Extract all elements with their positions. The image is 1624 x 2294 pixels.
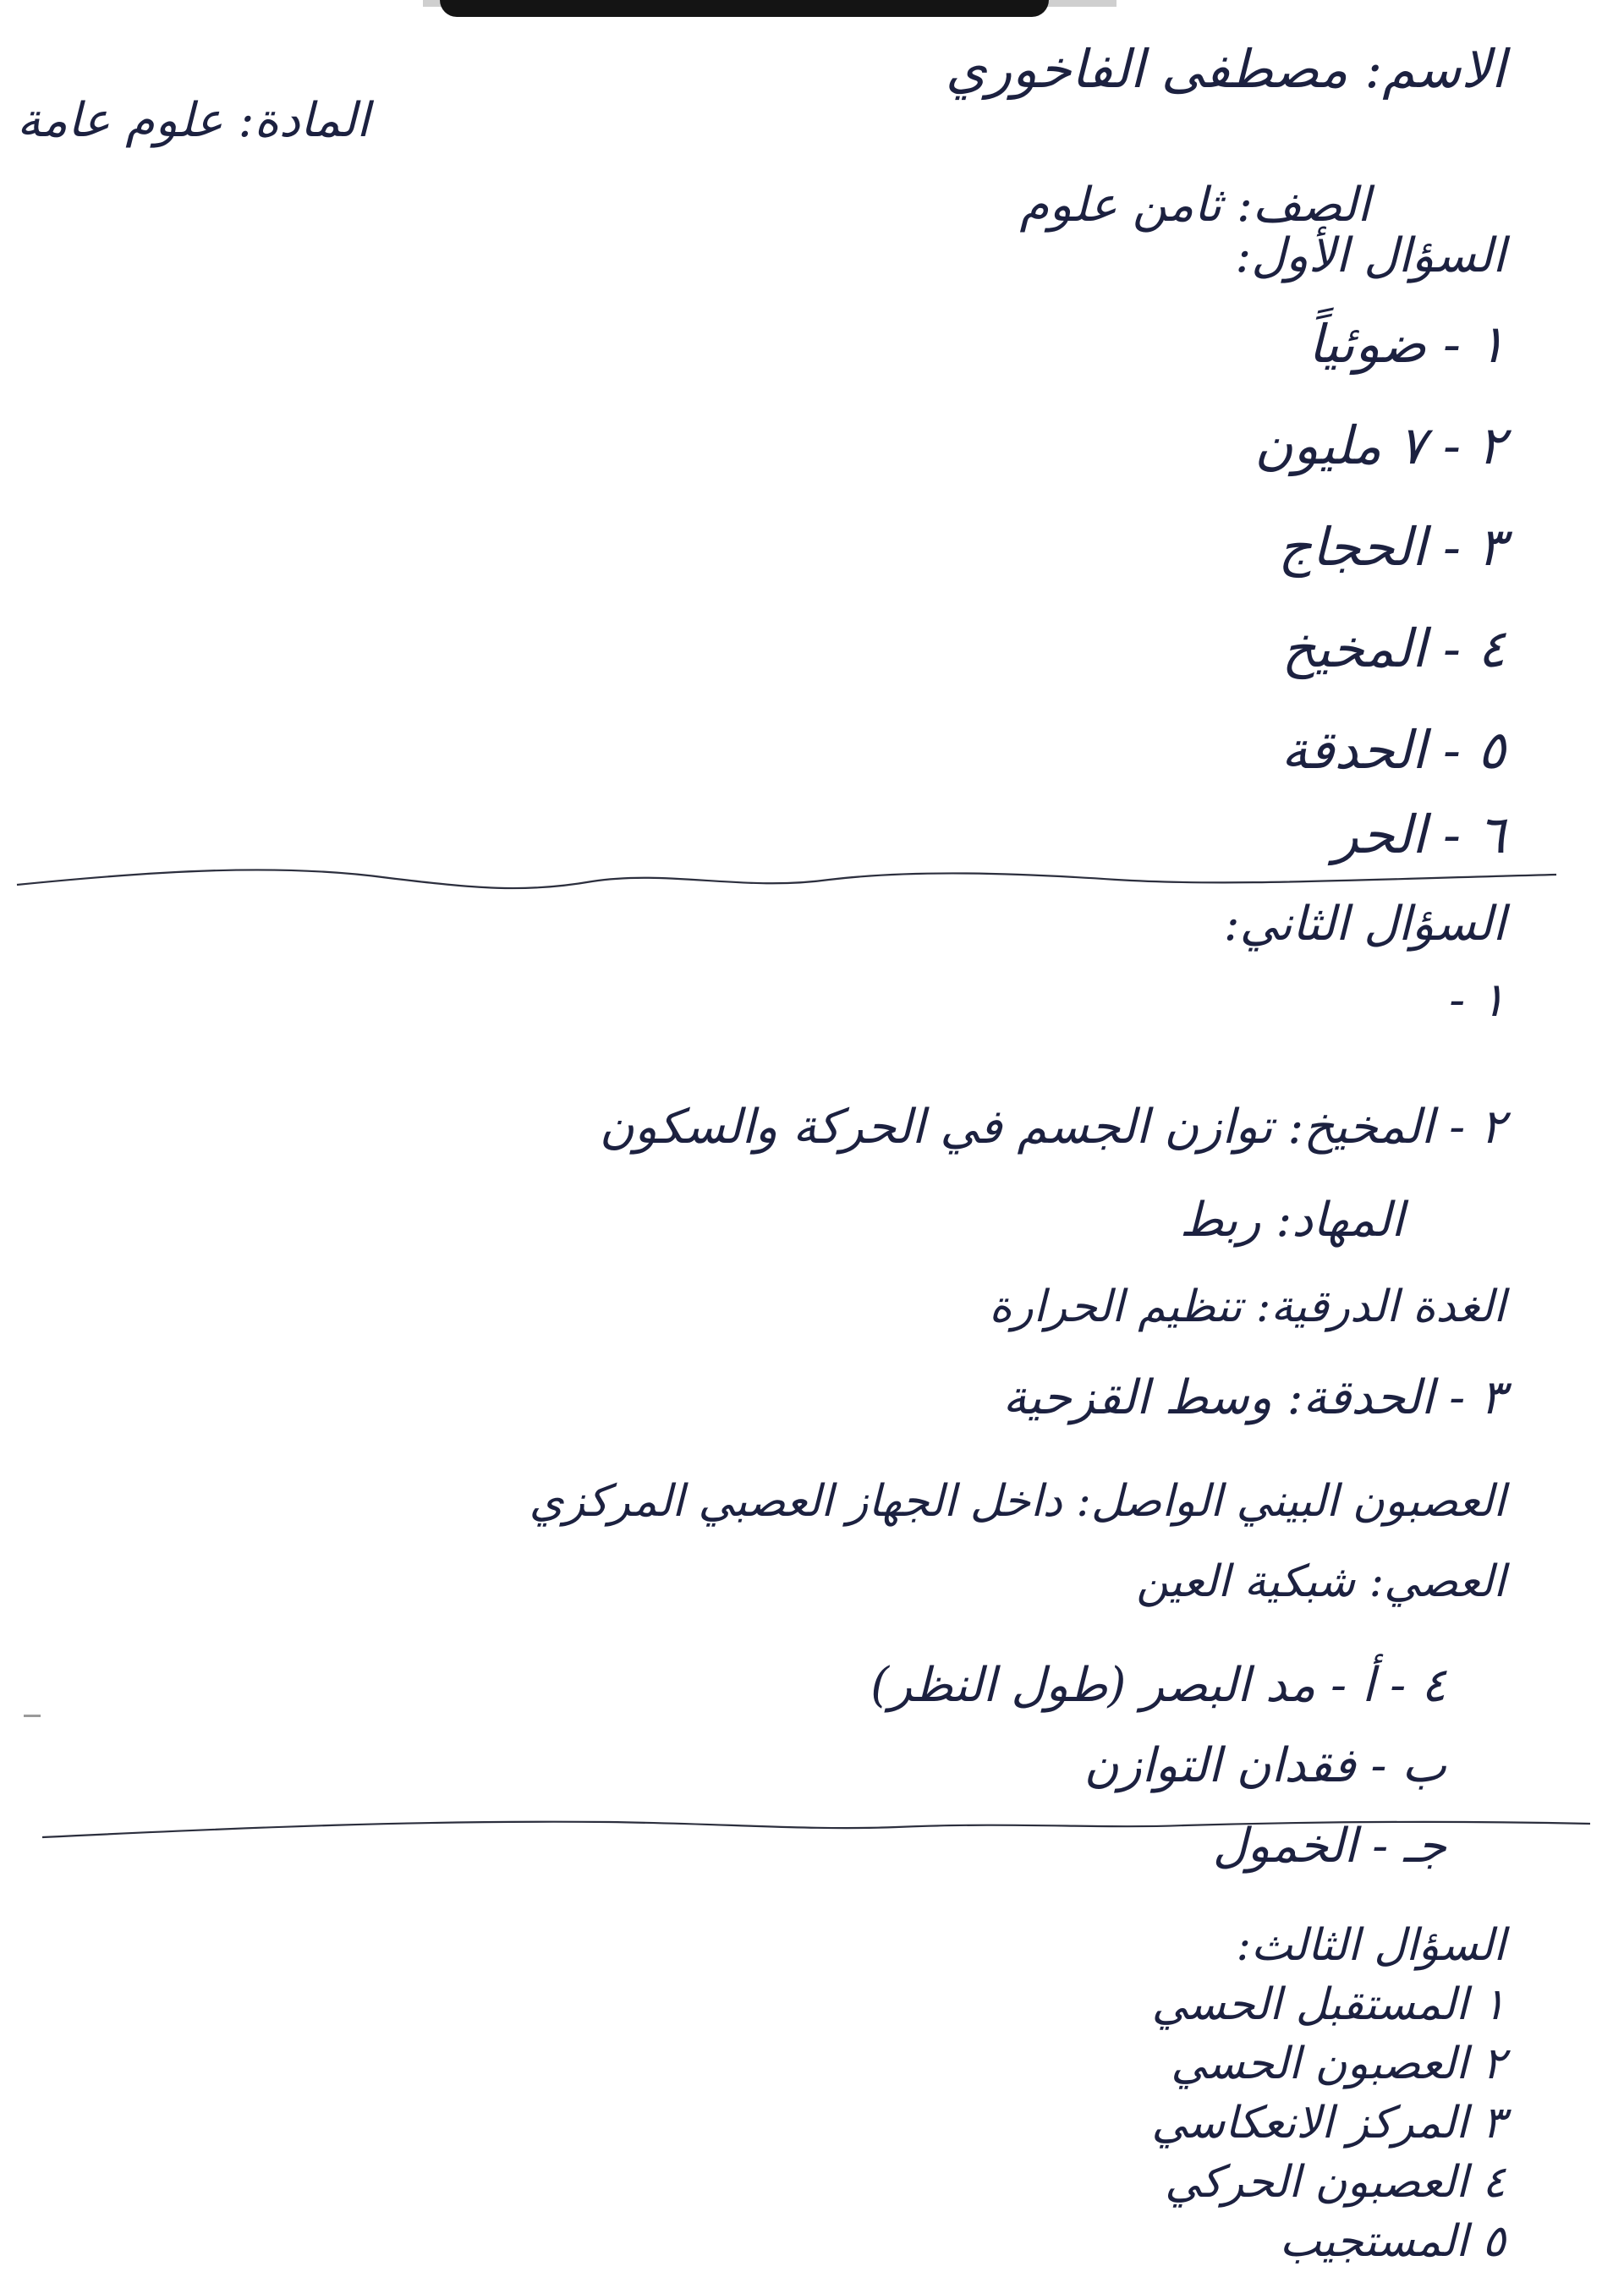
divider-line-2 bbox=[0, 1793, 1624, 1861]
q1-answer-5: ٥ - الحدقة bbox=[1281, 719, 1506, 781]
q2-answer-4: ٤ - أ - مد البصر (طول النظر) bbox=[870, 1658, 1446, 1713]
student-name: الاسم: مصطفى الفاخوري bbox=[945, 38, 1506, 100]
q1-answer-3: ٣ - الحجاج bbox=[1278, 516, 1506, 578]
q3-answer-3: ٣ المركز الانعكاسي bbox=[1151, 2098, 1506, 2149]
q3-title: السؤال الثالث: bbox=[1236, 1920, 1506, 1971]
q1-answer-1: ١ - ضوئياً bbox=[1308, 313, 1506, 375]
q2-answer-3c: العصي: شبكية العين bbox=[1136, 1556, 1506, 1607]
q3-answer-2: ٢ العصبون الحسي bbox=[1171, 2039, 1506, 2089]
q2-answer-1: ١ - bbox=[1449, 973, 1506, 1028]
q2-title: السؤال الثاني: bbox=[1223, 897, 1506, 952]
q2-answer-2: ٢ - المخيخ: توازن الجسم في الحركة والسكون bbox=[599, 1100, 1506, 1155]
q1-answer-2: ٢ - ٧ مليون bbox=[1254, 414, 1506, 476]
q2-answer-4c: جـ - الخمول bbox=[1212, 1819, 1446, 1874]
paper-clip bbox=[440, 0, 1049, 17]
q2-answer-4b: ب - فقدان التوازن bbox=[1084, 1738, 1446, 1793]
q2-answer-3: ٣ - الحدقة: وسط القزحية bbox=[1002, 1370, 1506, 1425]
subject-label: المادة: علوم عامة bbox=[17, 93, 370, 148]
margin-tick bbox=[24, 1715, 41, 1717]
q1-answer-6: ٦ - الحر bbox=[1332, 804, 1506, 865]
q2-answer-3b: العصبون البيني الواصل: داخل الجهاز العصبي المركزي bbox=[529, 1476, 1506, 1527]
q1-title: السؤال الأول: bbox=[1235, 228, 1506, 283]
q1-answer-4: ٤ - المخيخ bbox=[1281, 617, 1506, 679]
q2-answer-2b: المهاد: ربط bbox=[1179, 1193, 1404, 1248]
q3-answer-5: ٥ المستجيب bbox=[1279, 2216, 1506, 2267]
grade-label: الصف: ثامن علوم bbox=[1019, 178, 1370, 233]
q2-answer-2c: الغدة الدرقية: تنظيم الحرارة bbox=[989, 1281, 1506, 1332]
q3-answer-4: ٤ العصبون الحركي bbox=[1165, 2157, 1506, 2208]
q3-answer-1: ١ المستقبل الحسي bbox=[1151, 1979, 1506, 2030]
